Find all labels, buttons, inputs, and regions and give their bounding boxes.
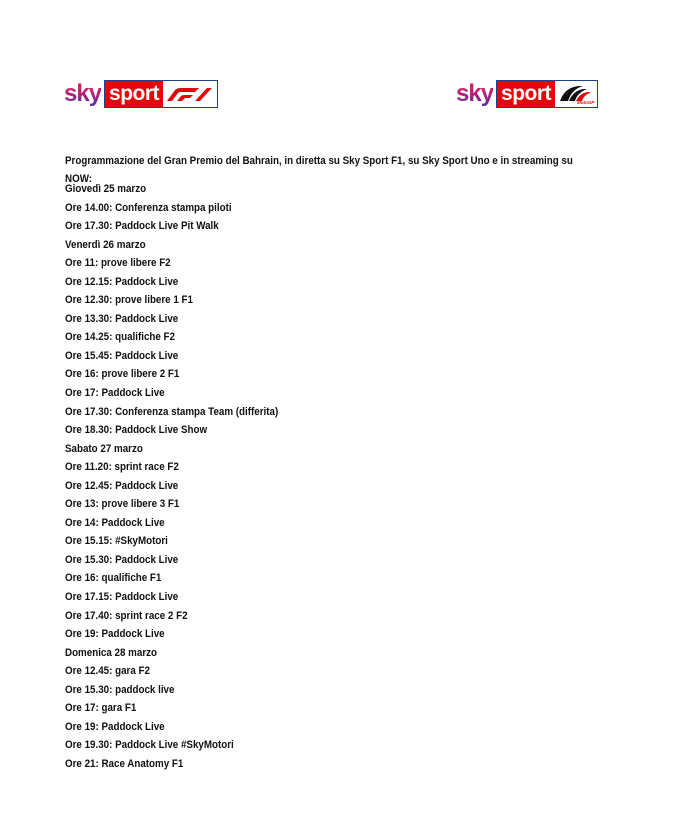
sky-sport-motogp-logo (456, 78, 598, 110)
svg-text:MotoGP: MotoGP (577, 100, 595, 105)
schedule-item: Ore 15.45: Paddock Live (65, 349, 179, 362)
schedule-item: Ore 14.00: Conferenza stampa piloti (65, 201, 232, 214)
schedule-item: Ore 15.30: Paddock Live (65, 553, 179, 566)
day-heading: Sabato 27 marzo (65, 442, 143, 455)
schedule-item: Ore 17.15: Paddock Live (65, 591, 179, 604)
schedule-item: Ore 14: Paddock Live (65, 516, 165, 529)
day-heading: Giovedì 25 marzo (65, 183, 147, 195)
schedule-document (65, 152, 598, 774)
schedule-item: Ore 16: prove libere 2 F1 (65, 368, 180, 381)
schedule-item: Ore 12.45: gara F2 (65, 665, 150, 678)
motogp-logo-icon (555, 81, 597, 107)
schedule-list (65, 180, 598, 774)
schedule-item: Ore 19: Paddock Live (65, 628, 165, 641)
day-heading: Domenica 28 marzo (65, 646, 158, 659)
schedule-item: Ore 16: qualifiche F1 (65, 572, 162, 585)
schedule-item: Ore 17: gara F1 (65, 702, 137, 715)
schedule-item: Ore 11.20: sprint race F2 (65, 461, 179, 474)
schedule-item: Ore 11: prove libere F2 (65, 257, 171, 270)
sport-wordmark: sport (105, 81, 163, 107)
sky-wordmark: sky (456, 78, 493, 110)
schedule-item: Ore 14.25: qualifiche F2 (65, 331, 175, 344)
schedule-item: Ore 15.15: #SkyMotori (65, 535, 168, 548)
schedule-item: Ore 17.30: Conferenza stampa Team (differita) (65, 405, 279, 418)
schedule-item: Ore 19: Paddock Live (65, 720, 165, 733)
schedule-item: Ore 21: Race Anatomy F1 (65, 757, 184, 770)
f1-logo-icon (163, 81, 217, 107)
schedule-item: Ore 19.30: Paddock Live #SkyMotori (65, 739, 234, 752)
schedule-item: Ore 15.30: paddock live (65, 683, 175, 696)
sport-box (104, 80, 218, 108)
sport-box (496, 80, 598, 108)
sky-sport-f1-logo (64, 78, 218, 110)
schedule-item: Ore 13: prove libere 3 F1 (65, 498, 180, 511)
day-heading: Venerdì 26 marzo (65, 238, 146, 251)
schedule-item: Ore 17: Paddock Live (65, 387, 165, 400)
schedule-item: Ore 12.30: prove libere 1 F1 (65, 294, 193, 307)
sky-wordmark: sky (64, 78, 101, 110)
intro-text: Programmazione del Gran Premio del Bahrain, in diretta su Sky Sport F1, su Sky Sport Uno e in streaming su NOW: (65, 155, 573, 185)
schedule-item: Ore 13.30: Paddock Live (65, 312, 179, 325)
schedule-item: Ore 12.45: Paddock Live (65, 479, 179, 492)
schedule-item: Ore 18.30: Paddock Live Show (65, 424, 208, 437)
sport-wordmark: sport (497, 81, 555, 107)
schedule-item: Ore 17.30: Paddock Live Pit Walk (65, 220, 219, 233)
schedule-item: Ore 12.15: Paddock Live (65, 275, 179, 288)
schedule-item: Ore 17.40: sprint race 2 F2 (65, 609, 188, 622)
